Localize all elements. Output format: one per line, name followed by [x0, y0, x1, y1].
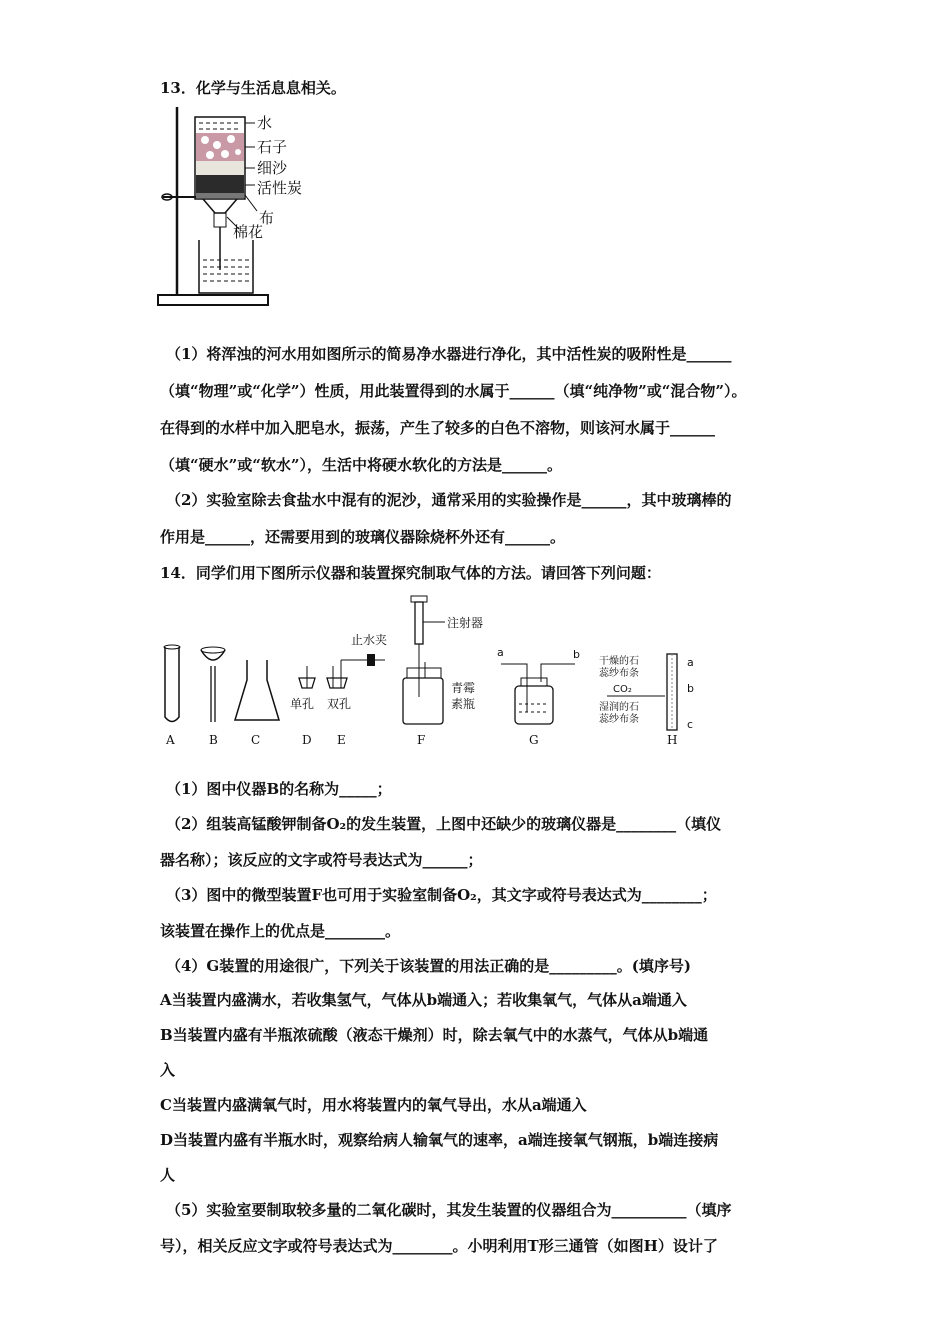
label-H-b: b	[687, 682, 694, 695]
label-F: F	[417, 733, 426, 747]
label-G-a: a	[497, 646, 504, 659]
label-H: H	[667, 733, 678, 747]
q13-line-1: （1）将浑浊的河水用如图所示的简易净水器进行净化，其中活性炭的吸附性是______	[166, 345, 732, 363]
label-H-a: a	[687, 656, 694, 669]
label-carbon: 活性炭	[257, 179, 303, 197]
label-vial-2: 素瓶	[451, 697, 476, 711]
label-syringe: 注射器	[447, 616, 484, 630]
q14-line-3: 器名称）；该反应的文字或符号表达式为______；	[160, 851, 483, 869]
q14-line-7: （5）实验室要制取较多量的二氧化碳时，其发生装置的仪器组合为__________（填序	[166, 1201, 732, 1219]
q14-line-1: （1）图中仪器B的名称为_____；	[166, 780, 392, 798]
q14-option-C: C当装置内盛满氧气时，用水将装置内的氧气导出，水从a端通入	[160, 1096, 587, 1114]
q14-option-B-cont: 入	[160, 1061, 176, 1079]
label-E: E	[337, 733, 346, 747]
q14-option-D: D当装置内盛有半瓶水时，观察给病人输氧气的速率，a端连接氧气钢瓶，b端连接病	[160, 1131, 719, 1149]
q14-line-2: （2）组装高锰酸钾制备O₂的发生装置，上图中还缺少的玻璃仪器是________（填仪	[166, 815, 722, 833]
q13-line-3: 在得到的水样中加入肥皂水，振荡，产生了较多的白色不溶物，则该河水属于______	[160, 419, 716, 437]
label-cloth: 布	[259, 209, 275, 227]
label-G: G	[529, 733, 539, 747]
q13-title: 13．化学与生活息息相关。	[160, 79, 346, 97]
label-vial-1: 青霉	[451, 681, 476, 695]
q14-line-5: 该装置在操作上的优点是________。	[160, 922, 401, 940]
label-D: D	[302, 733, 312, 747]
label-A: A	[166, 733, 175, 747]
label-H-c: c	[687, 718, 694, 731]
apparatus-figure	[155, 592, 715, 752]
q13-line-5: （2）实验室除去食盐水中混有的泥沙，通常采用的实验操作是______，其中玻璃棒的	[166, 491, 732, 509]
water-purifier-figure	[155, 105, 330, 315]
label-clamp: 止水夹	[351, 633, 388, 647]
label-B: B	[209, 733, 218, 747]
q14-line-4: （3）图中的微型装置F也可用于实验室制备O₂，其文字或符号表达式为________；	[166, 886, 717, 904]
q14-option-D-cont: 人	[160, 1166, 176, 1184]
label-water: 水	[257, 114, 273, 132]
label-sand: 细沙	[257, 159, 288, 177]
q13-line-6: 作用是______，还需要用到的玻璃仪器除烧杯外还有______。	[160, 528, 566, 546]
label-wet-1: 湿润的石	[599, 702, 639, 713]
label-G-b: b	[573, 648, 580, 661]
label-C: C	[251, 733, 261, 747]
label-dry-1: 干燥的石	[599, 656, 639, 667]
q14-title: 14．同学们用下图所示仪器和装置探究制取气体的方法。请回答下列问题：	[160, 564, 661, 582]
label-co2: CO₂	[613, 684, 632, 695]
q14-option-A: A当装置内盛满水，若收集氢气，气体从b端通入；若收集氧气，气体从a端通入	[160, 991, 687, 1009]
label-stone: 石子	[257, 138, 288, 156]
q14-option-B: B当装置内盛有半瓶浓硫酸（液态干燥剂）时，除去氧气中的水蒸气，气体从b端通	[160, 1026, 709, 1044]
q14-line-8: 号），相关反应文字或符号表达式为________。小明利用T形三通管（如图H）设计了	[160, 1237, 718, 1255]
label-single-hole: 单孔	[290, 697, 315, 711]
q13-line-4: （填“硬水”或“软水”），生活中将硬水软化的方法是______。	[160, 456, 563, 474]
label-cotton: 棉花	[233, 223, 264, 241]
label-dry-2: 蕊纱布条	[599, 668, 639, 679]
q13-line-2: （填“物理”或“化学”）性质，用此装置得到的水属于______（填“纯净物”或“混合物”）。	[160, 382, 747, 400]
label-double-hole: 双孔	[327, 697, 352, 711]
label-wet-2: 蕊纱布条	[599, 714, 639, 725]
q14-line-6: （4）G装置的用途很广，下列关于该装置的用法正确的是_________。(填序号)	[166, 957, 691, 975]
